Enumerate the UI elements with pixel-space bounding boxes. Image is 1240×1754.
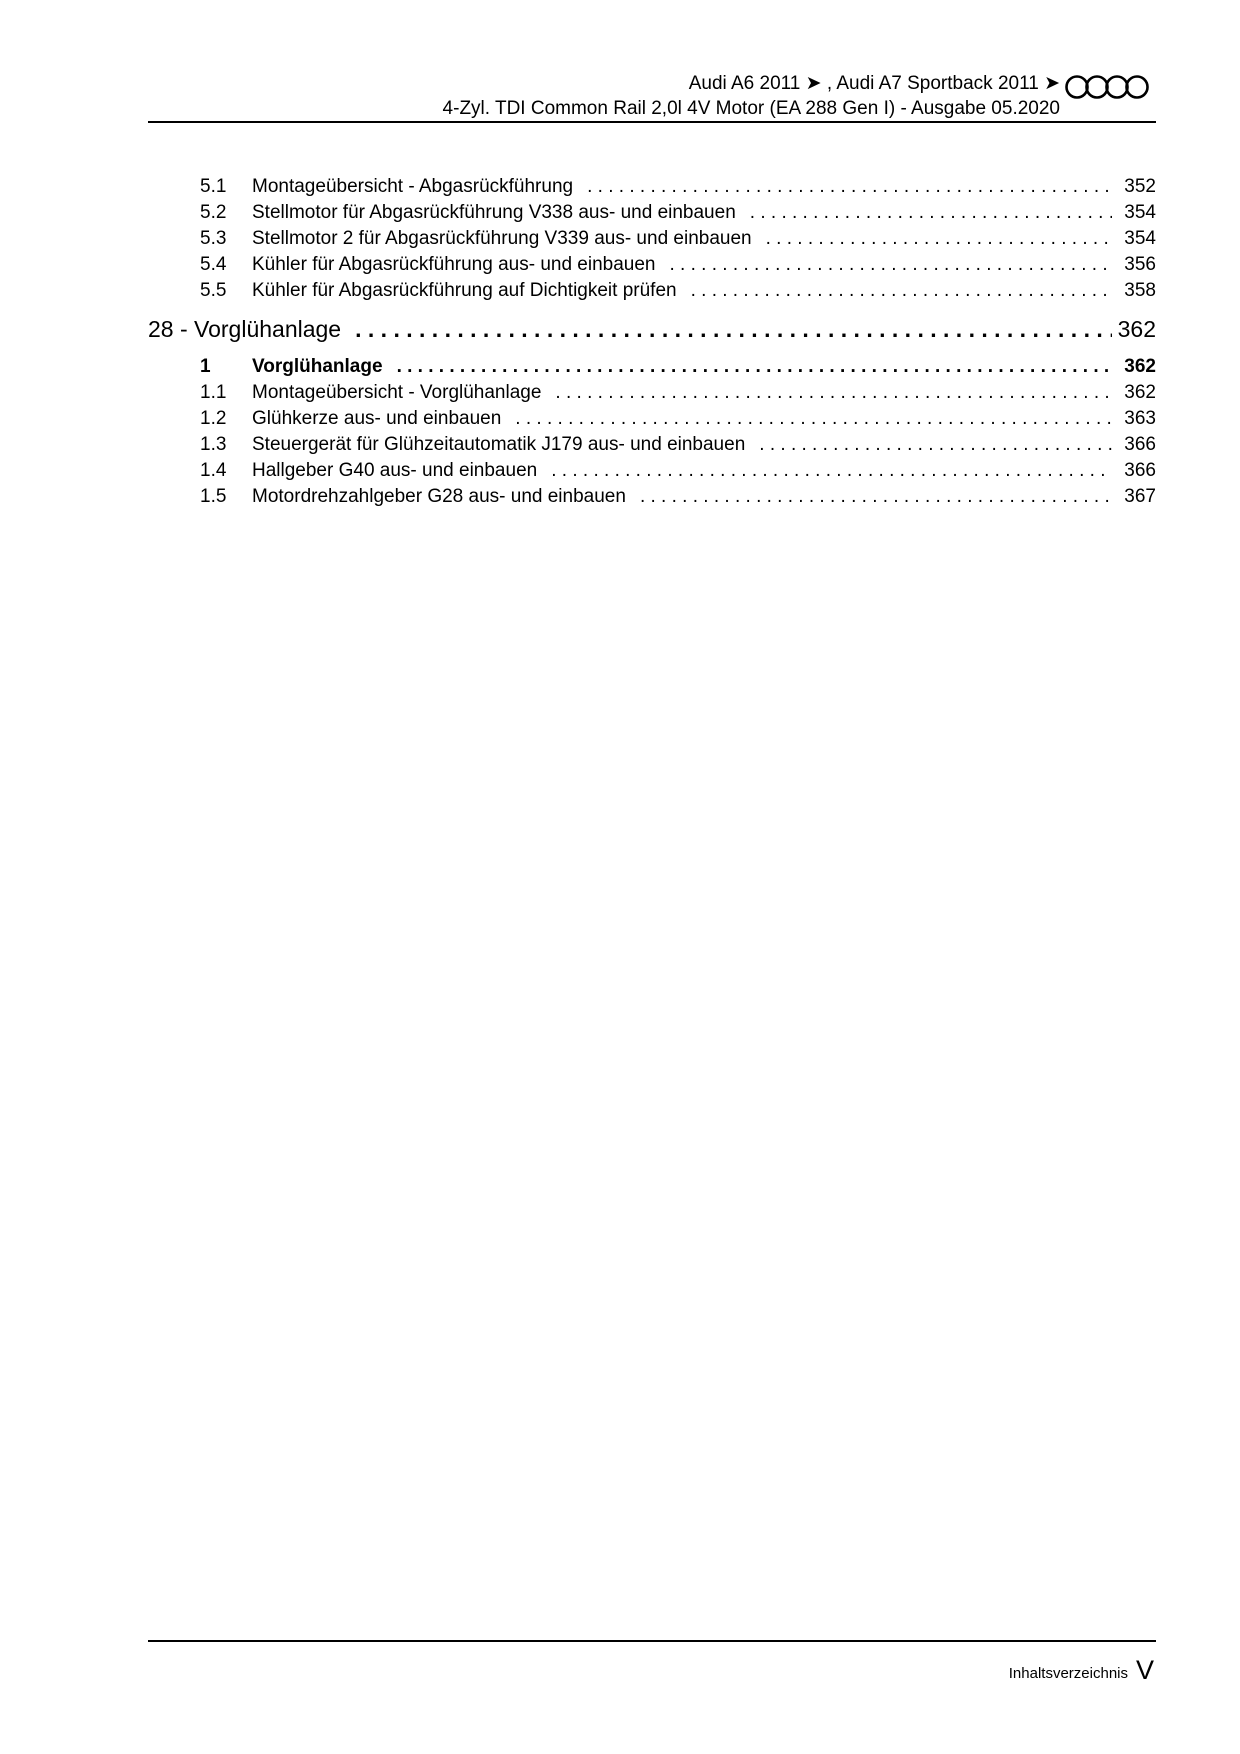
toc-entry-number: 5.3 bbox=[200, 228, 227, 249]
toc-entry-title: Vorglühanlage bbox=[252, 356, 383, 377]
toc-entry-number: 5.4 bbox=[200, 254, 227, 275]
toc-entry-1-2[interactable] bbox=[148, 408, 1156, 434]
toc-entry-5-1[interactable] bbox=[148, 176, 1156, 202]
toc-entry-number: 1.3 bbox=[200, 434, 227, 455]
toc-entry-page: 354 bbox=[1124, 202, 1156, 223]
toc-entry-number: 1 bbox=[200, 356, 211, 377]
header-engine-line: 4-Zyl. TDI Common Rail 2,0l 4V Motor (EA 288 Gen I) - Ausgabe 05.2020 bbox=[442, 98, 1060, 119]
chapter-title: 28 - Vorglühanlage bbox=[148, 316, 342, 342]
footer-page-number: V bbox=[1135, 1655, 1154, 1685]
toc-entry-number: 5.2 bbox=[200, 202, 227, 223]
toc-entry-1-5[interactable] bbox=[148, 486, 1156, 512]
toc-entry-title: Stellmotor für Abgasrückführung V338 aus- und einbauen bbox=[252, 202, 736, 223]
toc-entry-title: Hallgeber G40 aus- und einbauen bbox=[252, 460, 538, 481]
dot-leader bbox=[640, 486, 1112, 508]
toc-entry-1-1[interactable] bbox=[148, 382, 1156, 408]
toc-entry-page: 354 bbox=[1124, 228, 1156, 249]
dot-leader bbox=[766, 228, 1112, 250]
footer-divider bbox=[148, 1640, 1156, 1642]
toc-entry-number: 5.1 bbox=[200, 176, 227, 197]
toc-entry-5-2[interactable] bbox=[148, 202, 1156, 228]
dot-leader bbox=[691, 280, 1112, 302]
dot-leader bbox=[355, 316, 1112, 343]
toc-entry-number: 1.2 bbox=[200, 408, 227, 429]
dot-leader bbox=[670, 254, 1113, 276]
toc-entry-title: Kühler für Abgasrückführung aus- und einbauen bbox=[252, 254, 656, 275]
dot-leader bbox=[759, 434, 1112, 456]
dot-leader bbox=[515, 408, 1112, 430]
toc-entry-page: 363 bbox=[1124, 408, 1156, 429]
toc-entry-page: 367 bbox=[1124, 486, 1156, 507]
toc-entry-page: 362 bbox=[1124, 382, 1156, 403]
page-header bbox=[148, 72, 1156, 124]
dot-leader bbox=[551, 460, 1112, 482]
dot-leader bbox=[587, 176, 1112, 198]
chapter-page: 362 bbox=[1117, 316, 1156, 342]
toc-entry-1-4[interactable] bbox=[148, 460, 1156, 486]
dot-leader bbox=[750, 202, 1112, 224]
toc-entry-5-4[interactable] bbox=[148, 254, 1156, 280]
toc-entry-5-3[interactable] bbox=[148, 228, 1156, 254]
toc-entry-page: 356 bbox=[1124, 254, 1156, 275]
toc-entry-title: Glühkerze aus- und einbauen bbox=[252, 408, 502, 429]
header-model-line: Audi A6 2011 ➤ , Audi A7 Sportback 2011 ➤ bbox=[688, 73, 1060, 94]
audi-rings-icon bbox=[1064, 74, 1150, 100]
toc-entry-number: 1.4 bbox=[200, 460, 227, 481]
toc-entry-1-3[interactable] bbox=[148, 434, 1156, 460]
toc-entry-title: Kühler für Abgasrückführung auf Dichtigkeit prüfen bbox=[252, 280, 677, 301]
toc-entry-number: 1.1 bbox=[200, 382, 227, 403]
toc-entry-title: Steuergerät für Glühzeitautomatik J179 aus- und einbauen bbox=[252, 434, 746, 455]
toc-entry-page: 366 bbox=[1124, 460, 1156, 481]
toc-entry-title: Montageübersicht - Abgasrückführung bbox=[252, 176, 574, 197]
toc-entry-page: 358 bbox=[1124, 280, 1156, 301]
toc-entry-page: 362 bbox=[1124, 356, 1156, 377]
header-divider bbox=[148, 121, 1156, 123]
toc-entry-title: Motordrehzahlgeber G28 aus- und einbauen bbox=[252, 486, 626, 507]
toc-entry-page: 352 bbox=[1124, 176, 1156, 197]
toc-entry-number: 5.5 bbox=[200, 280, 227, 301]
dot-leader bbox=[397, 356, 1112, 378]
toc-section-1[interactable] bbox=[148, 356, 1156, 382]
table-of-contents bbox=[148, 176, 1156, 512]
toc-chapter-28[interactable] bbox=[148, 316, 1156, 356]
toc-entry-5-5[interactable] bbox=[148, 280, 1156, 306]
toc-entry-page: 366 bbox=[1124, 434, 1156, 455]
dot-leader bbox=[555, 382, 1112, 404]
toc-entry-title: Stellmotor 2 für Abgasrückführung V339 aus- und einbauen bbox=[252, 228, 752, 249]
footer-section-label: Inhaltsverzeichnis bbox=[1008, 1665, 1128, 1682]
toc-entry-title: Montageübersicht - Vorglühanlage bbox=[252, 382, 542, 403]
toc-entry-number: 1.5 bbox=[200, 486, 227, 507]
